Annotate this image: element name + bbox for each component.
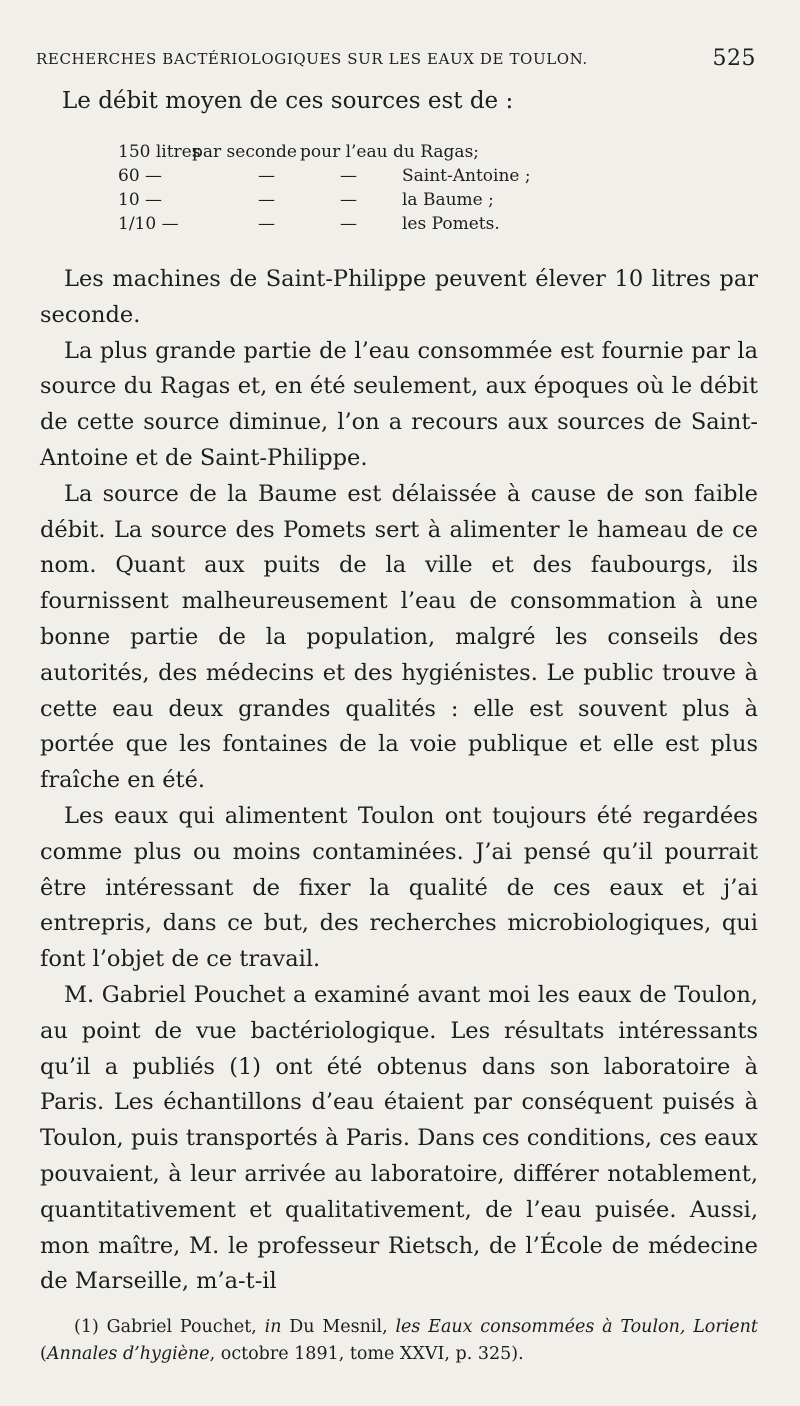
- rate-value: 150 litres: [118, 142, 201, 162]
- running-title: RECHERCHES BACTÉRIOLOGIQUES SUR LES EAUX DE TOULON.: [36, 50, 588, 68]
- footnote-open-paren: (: [40, 1344, 47, 1364]
- ditto-mark: —: [258, 190, 275, 210]
- body-text: [40, 262, 758, 1300]
- footnote-author: Gabriel Pouchet,: [106, 1317, 257, 1337]
- rate-value: 1/10 —: [118, 214, 179, 234]
- footnote-publisher: Du Mesnil,: [289, 1317, 388, 1337]
- footnote-marker: (1): [74, 1317, 99, 1337]
- rate-value: 60 —: [118, 166, 163, 186]
- ditto-mark: —: [258, 214, 275, 234]
- page-header: [36, 44, 756, 80]
- paragraph: La source de la Baume est délaissée à cause de son faible débit. La source des Pomets sert à alimenter le hameau de ce nom. Quant aux puits de la ville et des faubourgs, ils fournissent malheureusement l’eau de consommation à une bonne partie de la population, malgré les conseils des autorités, des médecins et des hygiénistes. Le public trouve à cette eau deux grandes qualités : elle est souvent plus à portée que les fontaines de la voie publique et elle est plus fraîche en été.: [40, 480, 758, 794]
- rate-destination: Saint-Antoine ;: [402, 166, 531, 186]
- rate-destination: pour l’eau du Ragas;: [300, 142, 480, 162]
- rate-row: [0, 214, 800, 238]
- rate-row: [0, 142, 800, 166]
- rate-unit: par seconde: [192, 142, 297, 162]
- ditto-mark: —: [340, 190, 357, 210]
- ditto-mark: —: [340, 166, 357, 186]
- paragraph: La plus grande partie de l’eau consommée est fournie par la source du Ragas et, en été seulement, aux époques où le débit de cette source diminue, l’on a recours aux sources de Saint-Antoine et de Saint-Philippe.: [40, 337, 758, 471]
- rate-row: [0, 190, 800, 214]
- rate-destination: la Baume ;: [402, 190, 494, 210]
- intro-line: Le débit moyen de ces sources est de :: [62, 88, 514, 114]
- footnote-in: in: [264, 1317, 282, 1337]
- footnote-journal: Annales d’hygiène: [46, 1344, 210, 1364]
- footnote-details: , octobre 1891, tome XXVI, p. 325).: [209, 1344, 524, 1364]
- rate-destination: les Pomets.: [402, 214, 500, 234]
- ditto-mark: —: [258, 166, 275, 186]
- paragraph: Les machines de Saint-Philippe peuvent élever 10 litres par seconde.: [40, 266, 758, 328]
- ditto-mark: —: [340, 214, 357, 234]
- footnote: [40, 1314, 758, 1368]
- rate-row: [0, 166, 800, 190]
- rate-value: 10 —: [118, 190, 163, 210]
- paragraph: M. Gabriel Pouchet a examiné avant moi les eaux de Toulon, au point de vue bactériologique. Les résultats intéressants qu’il a publiés (1) ont été obtenus dans son laboratoire à Paris. Les échantillons d’eau étaient par conséquent puisés à Toulon, puis transportés à Paris. Dans ces conditions, ces eaux pouvaient, à leur arrivée au laboratoire, différer notablement, quantitativement et qualitativement, de l’eau puisée. Aussi, mon maître, M. le professeur Rietsch, de l’École de médecine de Marseille, m’a-t-il: [40, 981, 758, 1295]
- paragraph: Les eaux qui alimentent Toulon ont toujours été regardées comme plus ou moins contaminées. J’ai pensé qu’il pourrait être intéressant de fixer la qualité de ces eaux et j’ai entrepris, dans ce but, des recherches microbiologiques, qui font l’objet de ce travail.: [40, 802, 758, 973]
- footnote-title: les Eaux consommées à Toulon, Lorient: [395, 1317, 758, 1337]
- page-number: 525: [712, 46, 756, 71]
